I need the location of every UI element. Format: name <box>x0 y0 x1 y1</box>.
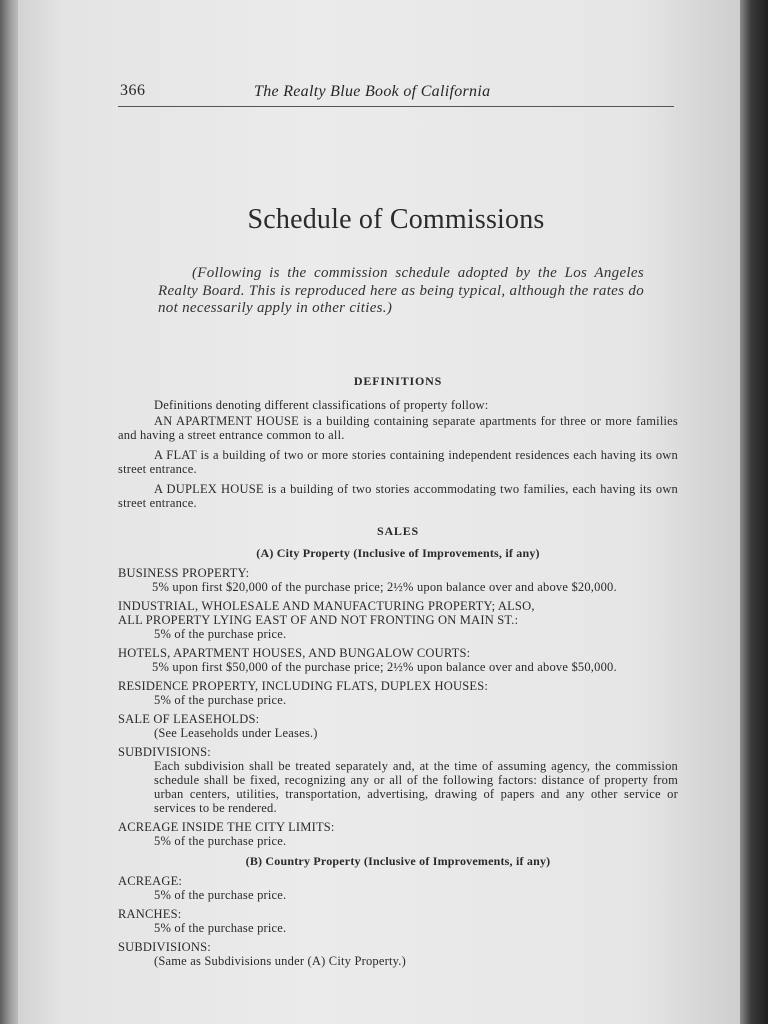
entry-heading: RANCHES: <box>118 907 182 921</box>
entry-heading: BUSINESS PROPERTY: <box>118 566 250 580</box>
running-head <box>118 80 674 107</box>
entry-heading: INDUSTRIAL, WHOLESALE AND MANUFACTURING PROPERTY; ALSO, <box>118 599 535 613</box>
entry-ranches <box>118 907 678 935</box>
book-title: The Realty Blue Book of California <box>254 83 491 100</box>
entry-text: (See Leaseholds under Leases.) <box>154 726 318 740</box>
definition-duplex: A DUPLEX HOUSE is a building of two stories accommodating two families, each having its own street entrance. <box>118 482 678 510</box>
entry-heading-continued: ALL PROPERTY LYING EAST OF AND NOT FRONTING ON MAIN ST.: <box>118 613 519 627</box>
definitions-heading: DEFINITIONS <box>353 374 443 388</box>
page-number: 366 <box>120 82 146 99</box>
entry-text: (Same as Subdivisions under (A) City Property.) <box>154 954 406 968</box>
definitions-lead: Definitions denoting different classifications of property follow: <box>154 398 489 412</box>
entry-hotels <box>118 646 678 674</box>
entry-heading: ACREAGE: <box>118 874 183 888</box>
entry-text: 5% upon first $50,000 of the purchase price; 2½% upon balance over and above $50,000. <box>152 660 617 674</box>
entry-text: 5% of the purchase price. <box>154 693 287 707</box>
entry-subdivisions <box>118 745 678 815</box>
entry-text: 5% of the purchase price. <box>154 627 287 641</box>
country-property-heading: (B) Country Property (Inclusive of Improvements, if any) <box>245 854 551 868</box>
entry-heading: RESIDENCE PROPERTY, INCLUDING FLATS, DUPLEX HOUSES: <box>118 679 489 693</box>
page-title: Schedule of Commissions <box>247 204 545 235</box>
entry-heading: SUBDIVISIONS: <box>118 940 211 954</box>
book-page <box>18 0 744 1024</box>
entry-residence-property <box>118 679 678 707</box>
entry-text: 5% of the purchase price. <box>154 888 287 902</box>
entry-heading: HOTELS, APARTMENT HOUSES, AND BUNGALOW COURTS: <box>118 646 471 660</box>
entry-heading: ACREAGE INSIDE THE CITY LIMITS: <box>118 820 335 834</box>
schedule-body <box>118 370 678 973</box>
entry-country-subdivisions <box>118 940 678 968</box>
entry-text: 5% upon first $20,000 of the purchase price; 2½% upon balance over and above $20,000. <box>152 580 617 594</box>
entry-heading: SALE OF LEASEHOLDS: <box>118 712 260 726</box>
entry-text: 5% of the purchase price. <box>154 834 287 848</box>
entry-acreage-city <box>118 820 678 848</box>
entry-text: 5% of the purchase price. <box>154 921 287 935</box>
intro-paragraph: (Following is the commission schedule adopted by the Los Angeles Realty Board. This is reproduced here as being typical, although the rates do not necessarily apply in other cities.) <box>158 265 644 316</box>
entry-sale-of-leaseholds <box>118 712 678 740</box>
city-property-heading: (A) City Property (Inclusive of Improvements, if any) <box>256 546 540 560</box>
entry-business-property <box>118 566 678 594</box>
entry-acreage <box>118 874 678 902</box>
definition-flat: A FLAT is a building of two or more stories containing independent residences each having its own street entrance. <box>118 448 678 476</box>
entry-heading: SUBDIVISIONS: <box>118 745 211 759</box>
entry-industrial-property <box>118 599 678 641</box>
sales-heading: SALES <box>376 524 420 538</box>
book-binding-shadow <box>740 0 768 1024</box>
definition-apartment: AN APARTMENT HOUSE is a building containing separate apartments for three or more families and having a street entrance common to all. <box>118 414 678 442</box>
entry-text: Each subdivision shall be treated separately and, at the time of assuming agency, the commission schedule shall be fixed, recognizing any or all of the following factors: distance of property from urban centers, utilities, transportation, advertising, drawing of papers and any other service or services to be rendered. <box>154 759 678 815</box>
